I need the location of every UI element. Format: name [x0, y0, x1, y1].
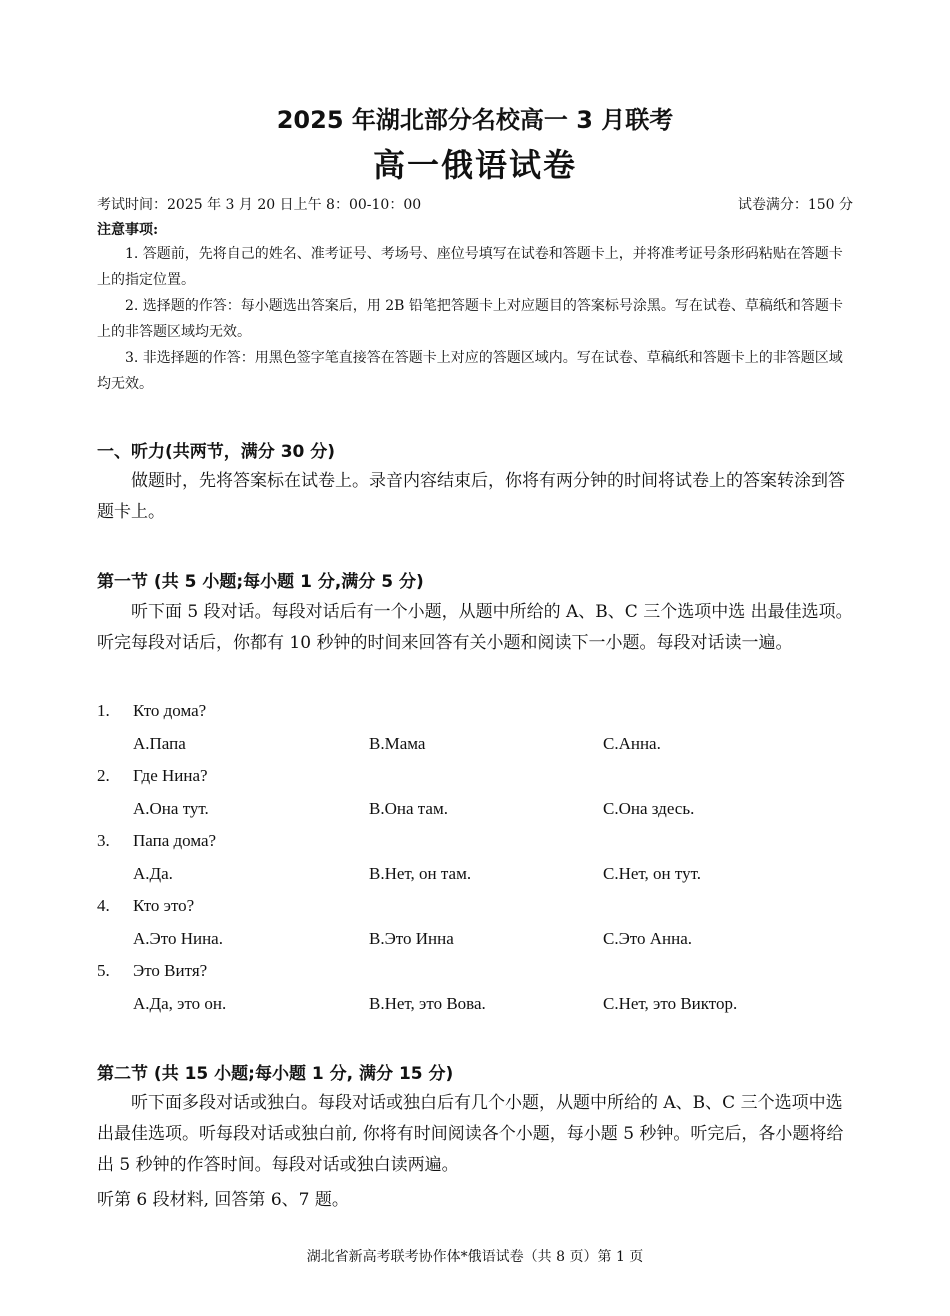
option-c: C.Анна.: [603, 734, 661, 753]
option-c: C.Нет, он тут.: [603, 864, 702, 883]
question-text: Это Витя?: [133, 961, 208, 980]
option-a: A.Папа: [133, 734, 186, 753]
question-1: [97, 701, 206, 721]
page-footer: 湖北省新高考联考协作体*俄语试卷（共 8 页）第 1 页: [306, 1249, 644, 1265]
exam-title: 2025 年湖北部分名校高一 3 月联考: [276, 106, 674, 134]
question-text: Папа дома?: [133, 831, 217, 850]
question-2: [97, 766, 208, 786]
option-a: A.Она тут.: [133, 799, 209, 818]
option-c: C.Нет, это Виктор.: [603, 994, 738, 1013]
question-number: 5.: [97, 961, 110, 980]
option-a: A.Да.: [133, 864, 173, 883]
question-4: [97, 896, 194, 916]
notice-item: 1. 答题前，先将自己的姓名、准考证号、考场号、座位号填写在试卷和答题卡上，并将准考证号条形码粘贴在答题卡上的指定位置。: [97, 246, 843, 288]
part-listening-intro: 做题时，先将答案标在试卷上。录音内容结束后，你将有两分钟的时间将试卷上的答案转涂到答题卡上。: [97, 471, 845, 522]
option-a: A.Да, это он.: [133, 994, 227, 1013]
paper-subtitle: 高一俄语试卷: [372, 146, 577, 184]
question-text: Где Нина?: [133, 766, 208, 785]
notice-list: [97, 241, 855, 397]
option-b: B.Мама: [369, 734, 426, 753]
option-a: A.Это Нина.: [133, 929, 223, 948]
notice-item: 3. 非选择题的作答：用黑色签字笔直接答在答题卡上对应的答题区域内。写在试卷、草稿纸和答题卡上的非答题区域均无效。: [97, 350, 843, 392]
part-listening-title: 一、听力(共两节，满分 30 分): [97, 442, 336, 462]
option-c: C.Она здесь.: [603, 799, 695, 818]
section2-title: 第二节 (共 15 小题;每小题 1 分, 满分 15 分): [97, 1064, 454, 1084]
exam-time: 考试时间：2025 年 3 月 20 日上午 8：00-10：00: [97, 197, 422, 213]
question-number: 1.: [97, 701, 110, 720]
notice-heading: 注意事项:: [97, 222, 159, 238]
option-c: C.Это Анна.: [603, 929, 693, 948]
question-3: [97, 831, 216, 851]
question-number: 3.: [97, 831, 110, 850]
option-b: B.Это Инна: [369, 929, 454, 948]
question-number: 4.: [97, 896, 110, 915]
section1-intro: 听下面 5 段对话。每段对话后有一个小题，从题中所给的 A、B、C 三个选项中选 出最佳选项。听完每段对话后，你都有 10 秒钟的时间来回答有关小题和阅读下一小题。每段对话读一遍。: [97, 602, 853, 653]
question-text: Кто дома?: [133, 701, 207, 720]
option-b: B.Нет, он там.: [369, 864, 472, 883]
section2-sub-instruction: 听第 6 段材料, 回答第 6、7 题。: [97, 1190, 349, 1210]
option-b: B.Она там.: [369, 799, 448, 818]
section2-intro: 听下面多段对话或独白。每段对话或独白后有几个小题，从题中所给的 A、B、C 三个选项中选出最佳选项。听每段对话或独白前, 你将有时间阅读各个小题，每小题 5 秒钟。听完后，各小题将给出 5 秒钟的作答时间。每段对话或独白读两遍。: [97, 1093, 844, 1175]
full-score: 试卷满分：150 分: [737, 197, 853, 213]
notice-item: 2. 选择题的作答：每小题选出答案后，用 2B 铅笔把答题卡上对应题目的答案标号涂黑。写在试卷、草稿纸和答题卡上的非答题区域均无效。: [97, 298, 843, 340]
question-number: 2.: [97, 766, 110, 785]
section1-title: 第一节 (共 5 小题;每小题 1 分,满分 5 分): [97, 572, 424, 592]
question-5: [97, 961, 207, 981]
question-text: Кто это?: [133, 896, 195, 915]
option-b: B.Нет, это Вова.: [369, 994, 486, 1013]
